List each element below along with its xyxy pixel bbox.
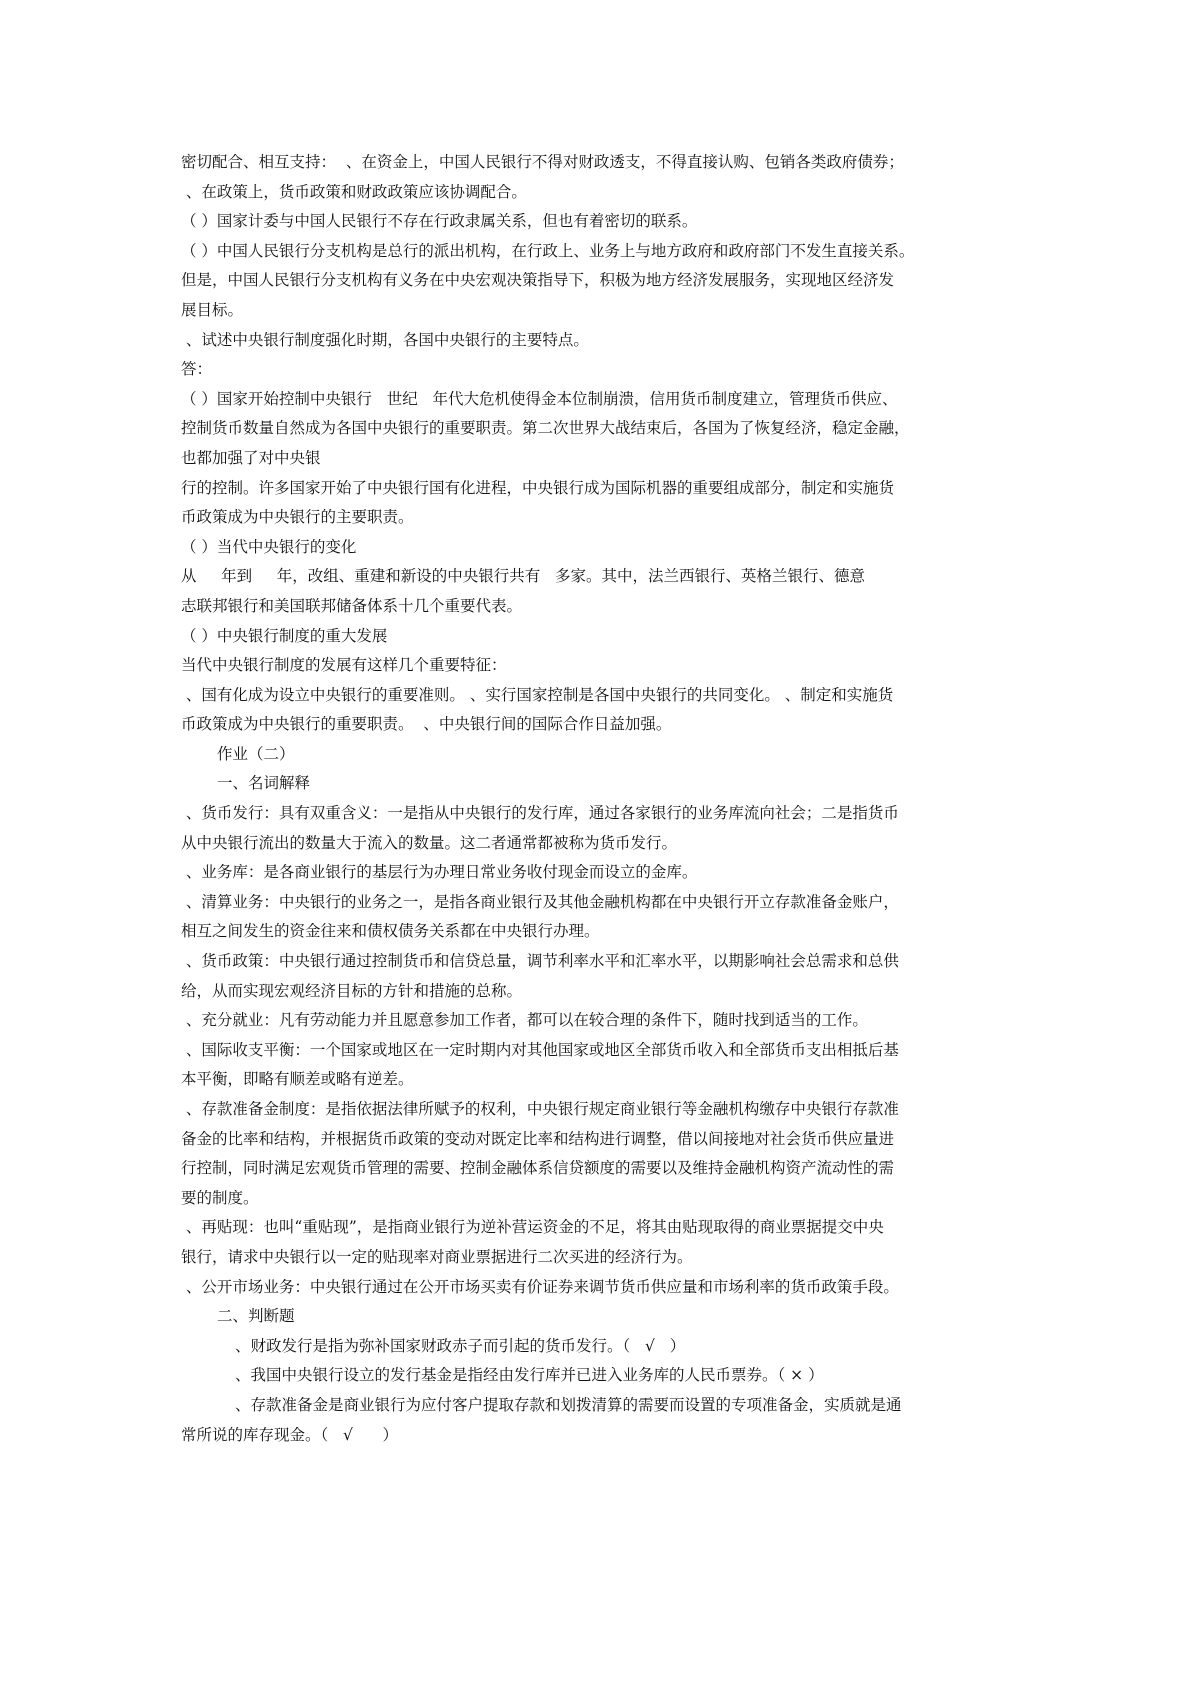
text-line: 从 年到 年，改组、重建和新设的中央银行共有 多家。其中，法兰西银行、英格兰银行、德意 [181, 567, 866, 586]
text-line: 行控制，同时满足宏观货币管理的需要、控制金融体系信贷额度的需要以及维持金融机构资产流动性的需 [181, 1159, 895, 1178]
document-body [181, 148, 1015, 1450]
text-line: 备金的比率和结构，并根据货币政策的变动对既定比率和结构进行调整，借以间接地对社会货币供应量进 [181, 1129, 895, 1148]
text-line: （ ）中央银行制度的重大发展 [181, 626, 388, 645]
text-line: 一、名词解释 [217, 774, 311, 793]
text-line: （ ）国家计委与中国人民银行不存在行政隶属关系，但也有着密切的联系。 [181, 212, 698, 231]
text-line: 本平衡，即略有顺差或略有逆差。 [181, 1070, 414, 1089]
text-line: 、存款准备金制度：是指依据法律所赋予的权利，中央银行规定商业银行等金融机构缴存中央银行存款准 [181, 1100, 899, 1118]
text-line: 也都加强了对中央银 [181, 448, 321, 467]
text-line: （ ）当代中央银行的变化 [181, 537, 357, 556]
text-line: 但是，中国人民银行分支机构有义务在中央宏观决策指导下，积极为地方经济发展服务，实现地区经济发 [181, 271, 895, 290]
text-line: 志联邦银行和美国联邦储备体系十几个重要代表。 [181, 596, 523, 615]
text-line: 要的制度。 [181, 1188, 259, 1207]
text-line: 密切配合、相互支持： 、在资金上，中国人民银行不得对财政透支，不得直接认购、包销各类政府债券； [181, 153, 904, 171]
text-line: 答： [181, 360, 213, 379]
text-line: 从中央银行流出的数量大于流入的数量。这二者通常都被称为货币发行。 [181, 833, 678, 852]
text-line: 行的控制。许多国家开始了中央银行国有化进程，中央银行成为国际机器的重要组成部分，制定和实施货 [181, 478, 895, 497]
text-line: 、国际收支平衡：一个国家或地区在一定时期内对其他国家或地区全部货币收入和全部货币支出相抵后基 [181, 1040, 899, 1059]
text-line: 当代中央银行制度的发展有这样几个重要特征： [181, 656, 507, 675]
text-line: 币政策成为中央银行的重要职责。 、中央银行间的国际合作日益加强。 [181, 715, 672, 734]
text-line: 币政策成为中央银行的主要职责。 [181, 508, 414, 527]
text-line: 银行，请求中央银行以一定的贴现率对商业票据进行二次买进的经济行为。 [181, 1247, 693, 1266]
text-line: （ ）中国人民银行分支机构是总行的派出机构，在行政上、业务上与地方政府和政府部门不发生直接关系。 [181, 241, 915, 260]
text-line: 、再贴现：也叫“重贴现”，是指商业银行为逆补营运资金的不足，将其由贴现取得的商业票据提交中央 [181, 1218, 884, 1237]
text-line: 控制货币数量自然成为各国中央银行的重要职责。第二次世界大战结束后，各国为了恢复经济，稳定金融， [181, 419, 910, 438]
text-line: 、在政策上，货币政策和财政政策应该协调配合。 [181, 182, 527, 201]
text-line: 作业（二） [217, 744, 295, 763]
text-line: 、试述中央银行制度强化时期，各国中央银行的主要特点。 [181, 330, 589, 349]
text-line: 常所说的库存现金。（ √ ） [181, 1425, 398, 1444]
text-line: 给，从而实现宏观经济目标的方针和措施的总称。 [181, 981, 523, 1000]
text-line: 、公开市场业务：中央银行通过在公开市场买卖有价证券来调节货币供应量和市场利率的货币政策手段。 [181, 1277, 899, 1296]
text-line: 、财政发行是指为弥补国家财政赤子而引起的货币发行。（ √ ） [235, 1336, 686, 1355]
text-line: 、清算业务：中央银行的业务之一，是指各商业银行及其他金融机构都在中央银行开立存款准备金账户， [181, 892, 899, 911]
text-line: 、我国中央银行设立的发行基金是指经由发行库并已进入业务库的人民币票券。（ × ） [235, 1366, 824, 1385]
text-line: 、国有化成为设立中央银行的重要准则。 、实行国家控制是各国中央银行的共同变化。 、制定和实施货 [181, 685, 894, 704]
text-line: 二、判断题 [217, 1307, 295, 1326]
text-line: 、充分就业：凡有劳动能力并且愿意参加工作者，都可以在较合理的条件下，随时找到适当的工作。 [181, 1011, 868, 1030]
text-line: 、货币发行：具有双重含义：一是指从中央银行的发行库，通过各家银行的业务库流向社会；二是指货币 [181, 804, 899, 823]
text-line: 、存款准备金是商业银行为应付客户提取存款和划拨清算的需要而设置的专项准备金，实质就是通 [235, 1395, 902, 1414]
text-line: 、业务库：是各商业银行的基层行为办理日常业务收付现金而设立的金库。 [181, 863, 698, 882]
text-line: 展目标。 [181, 300, 244, 319]
text-line: （ ）国家开始控制中央银行 世纪 年代大危机使得金本位制崩溃，信用货币制度建立，管理货币供应、 [181, 389, 898, 408]
text-line: 相互之间发生的资金往来和债权债务关系都在中央银行办理。 [181, 922, 600, 941]
text-line: 、货币政策：中央银行通过控制货币和信贷总量，调节利率水平和汇率水平，以期影响社会总需求和总供 [181, 952, 899, 971]
